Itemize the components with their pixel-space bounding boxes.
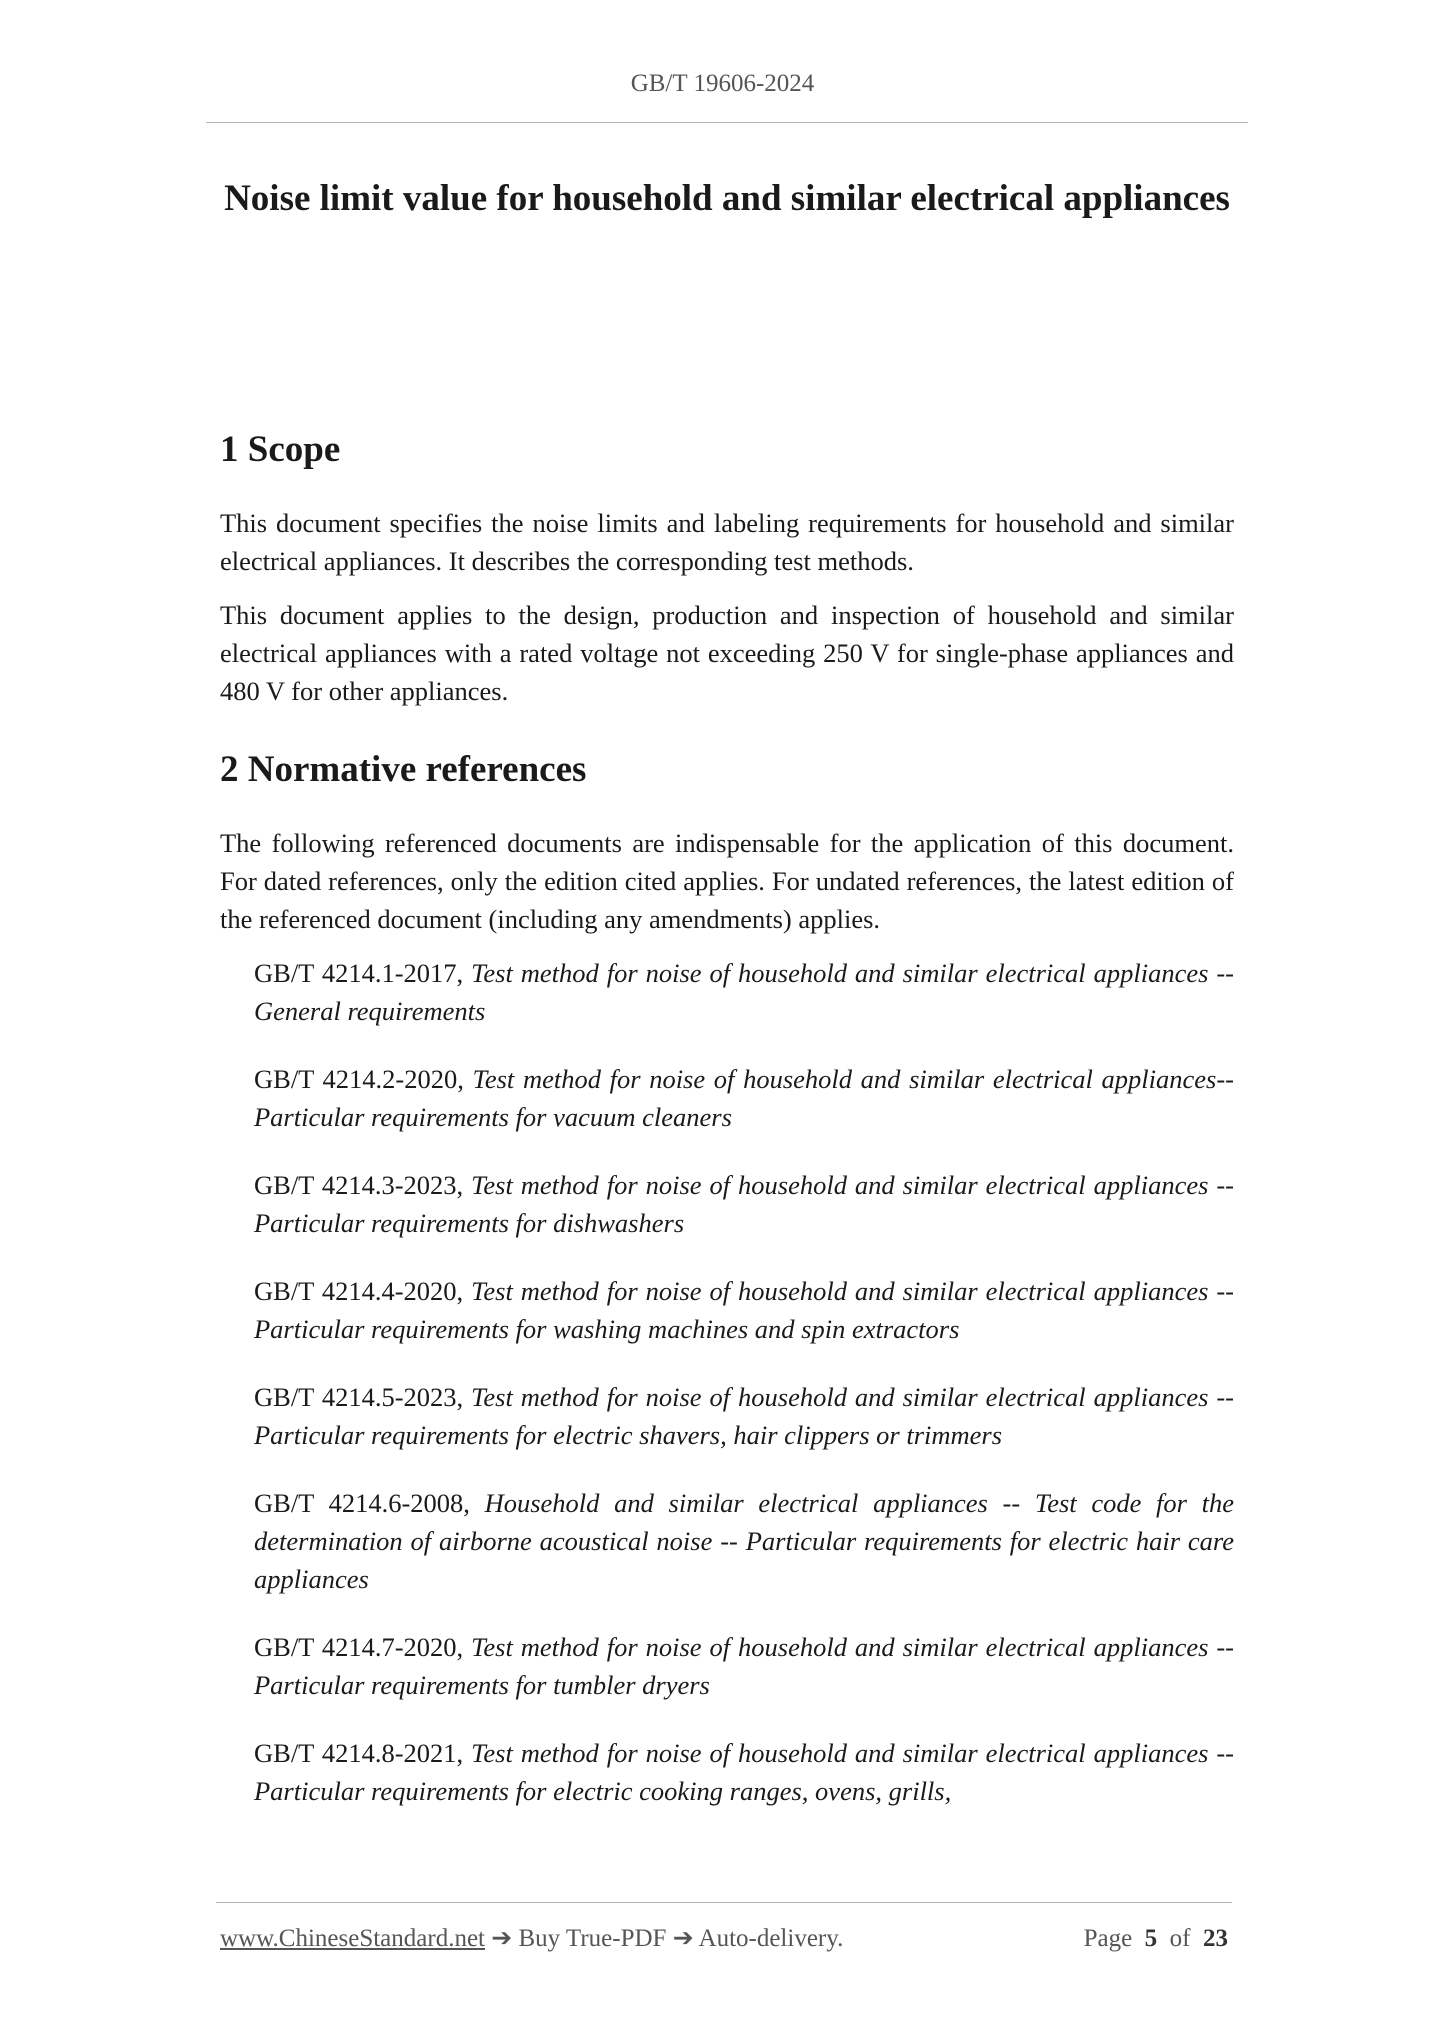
reference-title: Test method for noise of household and similar electrical appliances -- Particular requirements for electric shavers, hair clippers or trimmers <box>254 1382 1234 1450</box>
document-body <box>220 420 1234 1810</box>
page-counter <box>1084 1922 1228 1956</box>
scope-paragraph-1: This document specifies the noise limits and labeling requirements for household and similar electrical appliances. It describes the corresponding test methods. <box>220 508 1234 576</box>
section-heading-scope: 1 Scope <box>220 429 341 470</box>
reference-code: GB/T 4214.5-2023, <box>254 1382 464 1412</box>
document-code-header: GB/T 19606-2024 <box>630 70 815 97</box>
reference-code: GB/T 4214.1-2017, <box>254 958 464 988</box>
page-label: Page <box>1083 1925 1133 1952</box>
header-divider <box>206 122 1248 123</box>
footer-divider <box>216 1902 1232 1903</box>
reference-item <box>220 1734 1234 1810</box>
right-arrow-icon: ➔ <box>491 1925 513 1952</box>
reference-title: Test method for noise of household and similar electrical appliances -- Particular requirements for electric cooking ranges, ovens, grills, <box>254 1738 1234 1806</box>
page-of-label: of <box>1169 1925 1191 1952</box>
reference-code: GB/T 4214.4-2020, <box>254 1276 464 1306</box>
reference-title: Test method for noise of household and similar electrical appliances -- General requirements <box>254 958 1234 1026</box>
total-page-number: 23 <box>1203 1925 1228 1952</box>
reference-item <box>220 1166 1234 1242</box>
scope-paragraph-2: This document applies to the design, production and inspection of household and similar electrical appliances with a rated voltage not exceeding 250 V for single-phase appliances and 480 V for other appliances. <box>220 600 1234 706</box>
auto-delivery-text: Auto-delivery. <box>698 1925 844 1952</box>
reference-title: Test method for noise of household and similar electrical appliances -- Particular requirements for washing machines and spin extractors <box>254 1276 1234 1344</box>
right-arrow-icon: ➔ <box>672 1925 694 1952</box>
reference-title: Test method for noise of household and similar electrical appliances -- Particular requirements for tumbler dryers <box>254 1632 1234 1700</box>
reference-code: GB/T 4214.2-2020, <box>254 1064 464 1094</box>
normative-references-intro: The following referenced documents are indispensable for the application of this document. For dated references, only the edition cited applies. For undated references, the latest edition of the referenced document (including any amendments) applies. <box>220 828 1234 934</box>
reference-item <box>220 1628 1234 1704</box>
reference-title: Household and similar electrical appliances -- Test code for the determination of airborne acoustical noise -- Particular requirements for electric hair care appliances <box>254 1488 1235 1594</box>
reference-title: Test method for noise of household and similar electrical appliances--Particular requirements for vacuum cleaners <box>254 1064 1235 1132</box>
section-heading-normative-references: 2 Normative references <box>220 749 587 790</box>
reference-item <box>220 1378 1234 1454</box>
reference-item <box>220 1272 1234 1348</box>
reference-item <box>220 1484 1234 1598</box>
document-title: Noise limit value for household and similar electrical appliances <box>224 178 1230 219</box>
footer-promo <box>220 1922 843 1956</box>
reference-code: GB/T 4214.3-2023, <box>254 1170 464 1200</box>
reference-item <box>220 1060 1234 1136</box>
reference-item <box>220 954 1234 1030</box>
reference-list <box>220 954 1234 1810</box>
buy-true-pdf-text: Buy True-PDF <box>518 1925 667 1952</box>
reference-code: GB/T 4214.7-2020, <box>254 1632 464 1662</box>
current-page-number: 5 <box>1144 1925 1158 1952</box>
website-link[interactable]: www.ChineseStandard.net <box>220 1925 485 1952</box>
reference-code: GB/T 4214.6-2008, <box>254 1488 470 1518</box>
reference-title: Test method for noise of household and similar electrical appliances -- Particular requirements for dishwashers <box>254 1170 1234 1238</box>
reference-code: GB/T 4214.8-2021, <box>254 1738 464 1768</box>
